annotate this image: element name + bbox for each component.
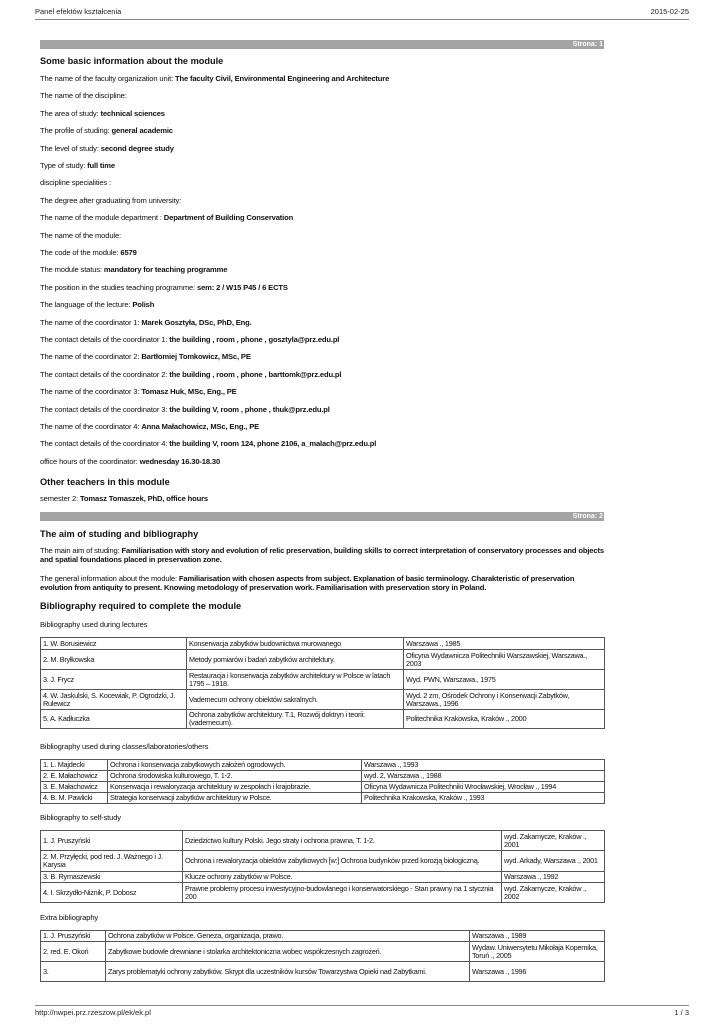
info-line-label: The profile of studing: (40, 126, 112, 136)
table-row (41, 831, 605, 851)
extra-table (40, 930, 605, 982)
info-line-value: technical sciences (100, 108, 165, 118)
bib-publisher-cell: wyd. 2, Warszawa ., 1988 (362, 771, 605, 782)
info-line (40, 109, 606, 118)
bib-author-cell: 3. B. Rymaszewski (41, 872, 183, 883)
info-line (40, 335, 606, 344)
info-line-label: The name of the coordinator 1: (40, 317, 142, 327)
info-line (40, 422, 606, 431)
bib-title-cell: Ochrona i rewaloryzacja obiektów zabytkowych [w:] Ochrona budynków przed korozją biologiczną. (183, 851, 502, 872)
bib-author-cell: 4. B. M. Pawlicki (41, 793, 108, 804)
bib-author-cell: 1. W. Borusiewicz (41, 638, 187, 650)
info-line-value: the building , room , phone , gosztyla@prz.edu.pl (169, 335, 340, 344)
bib-publisher-cell: Wyd. PWN, Warszawa., 1975 (404, 670, 605, 690)
info-line (40, 457, 606, 466)
bib-title-cell: Ochrona zabytków architektury. T.1, Rozwój doktryn i teorii: (vademecum). (187, 710, 404, 729)
info-line-value: sem: 2 / W15 P45 / 6 ECTS (197, 282, 288, 292)
info-line-label: The position in the studies teaching programme: (40, 282, 198, 292)
bib-title-cell: Konserwacja zabytków budownictwa murowanego (187, 638, 404, 650)
bib-publisher-cell: Warszawa ., 1993 (362, 760, 605, 771)
bib-publisher-cell: Wydaw. Uniwersytetu Mikołaja Kopernika, Toruń ., 2005 (470, 942, 605, 962)
info-line (40, 405, 606, 414)
info-line-label: The name of the module: (40, 230, 121, 240)
info-line (40, 265, 606, 274)
bib-publisher-cell: Oficyna Wydawnicza Politechniki Wrocławskiej, Wrocław ., 1994 (362, 782, 605, 793)
info-line (40, 196, 606, 205)
info-line (40, 178, 606, 187)
footer-divider (35, 1005, 689, 1006)
info-line-label: Type of study: (40, 161, 88, 170)
page-header-title: Panel efektów kształcenia (35, 7, 122, 16)
self-study-table (40, 830, 605, 903)
bib-author-cell: 2. M. Przyłęcki, pod red. J. Ważnego i J. Karysia (41, 851, 183, 872)
info-line-value: Anna Małachowicz, MSc, Eng., PE (141, 422, 260, 431)
table-row (41, 931, 605, 942)
table-row (41, 771, 605, 782)
bib-title-cell: Konserwacja i rewaloryzacja architektury w zespołach i krajobrazie. (108, 782, 362, 793)
info-line (40, 439, 606, 448)
info-line-value: the building , room , phone , barttomk@prz.edu.pl (169, 369, 342, 379)
page-bar-label: Strona: 2 (572, 513, 603, 520)
info-line (40, 126, 606, 135)
bib-publisher-cell: wyd. Arkady, Warszawa ., 2001 (502, 851, 605, 872)
info-line-label: The name of the coordinator 3: (40, 387, 142, 397)
bib-author-cell: 2. M. Bryłkowska (41, 650, 187, 670)
info-line-label: The name of the coordinator 4: (40, 422, 142, 431)
table-row (41, 650, 605, 670)
aim-main-value: Familiarisation with story and evolution of relic preservation, building skills to correct interpretation of conservatory processes and objects and spatial foundations placed in preservation zone. (40, 546, 604, 565)
aim-general-label: The general information about the module: (40, 574, 179, 583)
info-line (40, 318, 606, 327)
other-teachers-value: Tomasz Tomaszek, PhD, office hours (79, 494, 208, 503)
bib-author-cell: 2. E. Małachowicz (41, 771, 108, 782)
table-row (41, 942, 605, 962)
info-line-value: Marek Gosztyła, DSc, PhD, Eng. (141, 317, 252, 327)
page-bar-2 (40, 512, 604, 521)
bib-publisher-cell: Oficyna Wydawnicza Politechniki Warszawskiej, Warszawa., 2003 (404, 650, 605, 670)
table-row (41, 710, 605, 729)
aim-main-paragraph (40, 546, 606, 565)
table-row (41, 872, 605, 883)
info-line (40, 283, 606, 292)
bib-author-cell: 4. I. Skrzydło-Niżnik, P. Dobosz (41, 883, 183, 903)
info-line-value: Polish (132, 300, 155, 310)
aim-general-value: Familiarisation with chosen aspects from subject. Explanation of basic terminology. Charakteristic of preservation evolution from antiquity to present. Knowing metodology of preservation work. Familiarisation with preservation story in Poland. (40, 574, 575, 593)
bib-author-cell: 2. red. E. Okoń (41, 942, 106, 962)
info-line-value: 6579 (120, 248, 137, 257)
bib-title-cell: Metody pomiarów i badań zabytków architektury. (187, 650, 404, 670)
bib-publisher-cell: wyd. Zakamycze, Kraków ., 2001 (502, 831, 605, 851)
info-line-value: the building V, room , phone , thuk@prz.edu.pl (169, 404, 330, 414)
info-line (40, 300, 606, 309)
bib-title-cell: Ochrona środowiska kulturowego, T. 1-2. (108, 771, 362, 782)
info-line-label: The contact details of the coordinator 3: (40, 404, 170, 414)
info-line-label: The name of the coordinator 2: (40, 352, 142, 362)
aim-main-label: The main aim of studing: (40, 546, 122, 555)
bib-title-cell: Prawne problemy procesu inwestycyjno-budowlanego i konserwatorskiego - Stan prawny na 1 stycznia 200 (183, 883, 502, 903)
table-row (41, 851, 605, 872)
bib-title-cell: Zabytkowe budowle drewniane i stolarka architektoniczna wobec współczesnych zagrożeń. (106, 942, 470, 962)
info-line-label: The name of the discipline: (40, 91, 127, 101)
info-line (40, 144, 606, 153)
info-line-value: Bartłomiej Tomkowicz, MSc, PE (141, 352, 251, 362)
info-line-value: Department of Building Conservation (163, 213, 294, 223)
bib-title-cell: Ochrona i konserwacja zabytkowych założeń ogrodowych. (108, 760, 362, 771)
info-line-label: The language of the lecture: (40, 300, 133, 310)
bib-publisher-cell: Warszawa ., 1985 (404, 638, 605, 650)
section-title-bibliography: Bibliography required to complete the module (40, 601, 242, 611)
bib-publisher-cell: Warszawa ., 1989 (470, 931, 605, 942)
bib-author-cell: 3. J. Frycz (41, 670, 187, 690)
info-line (40, 74, 606, 83)
info-line (40, 387, 606, 396)
info-line (40, 370, 606, 379)
bib-author-cell: 3. E. Małachowicz (41, 782, 108, 793)
extra-caption: Extra bibliography (40, 913, 99, 922)
bib-title-cell: Strategia konserwacji zabytków architektury w Polsce. (108, 793, 362, 804)
footer-page-number: 1 / 3 (674, 1008, 689, 1017)
bib-title-cell: Vademecum ochrony obiektów sakralnych. (187, 690, 404, 710)
bib-author-cell: 3. (41, 962, 106, 982)
info-line-label: The module status: (40, 265, 104, 275)
bib-publisher-cell: wyd. Zakamycze, Kraków ., 2002 (502, 883, 605, 903)
bib-publisher-cell: Politechnika Krakowska, Kraków ., 1993 (362, 793, 605, 804)
bib-publisher-cell: Politechnika Krakowska, Kraków ., 2000 (404, 710, 605, 729)
other-teachers-line (40, 494, 606, 503)
info-line-label: The level of study: (40, 143, 101, 153)
info-line-value: wednesday 16.30-18.30 (139, 456, 221, 466)
table-row (41, 782, 605, 793)
info-line (40, 352, 606, 361)
info-line-label: The name of the faculty organization unit: (40, 74, 175, 83)
bib-title-cell: Zarys problematyki ochrony zabytków. Skrypt dla uczestników kursów Towarzystwa Opieki nad Zabytkami. (106, 962, 470, 982)
info-line (40, 161, 606, 170)
bib-title-cell: Ochrona zabytków w Polsce. Geneza, organizacja, prawo. (106, 931, 470, 942)
page-bar-1 (40, 40, 604, 49)
aim-general-paragraph (40, 574, 606, 593)
info-line-label: The degree after graduating from university: (40, 195, 182, 205)
bib-title-cell: Klucze ochrony zabytków w Polsce. (183, 872, 502, 883)
info-line-label: The contact details of the coordinator 4: (40, 439, 170, 449)
info-line-label: The area of study: (40, 108, 101, 118)
bib-publisher-cell: Wyd. 2 zm, Ośrodek Ochrony i Konserwacji Zabytków, Warszawa., 1996 (404, 690, 605, 710)
info-line (40, 248, 606, 257)
info-line (40, 231, 606, 240)
bib-publisher-cell: Warszawa ., 1996 (470, 962, 605, 982)
info-line-value: full time (87, 161, 115, 170)
table-row (41, 883, 605, 903)
bib-author-cell: 1. J. Pruszyński (41, 831, 183, 851)
page-bar-label: Strona: 1 (572, 41, 603, 48)
info-line-value: the building V, room 124, phone 2106, a_malach@prz.edu.pl (169, 439, 377, 449)
bib-title-cell: Restauracja i konserwacja zabytków architektury w Polsce w latach 1795 – 1918. (187, 670, 404, 690)
table-row (41, 638, 605, 650)
classes-caption: Bibliography used during classes/laboratories/others (40, 742, 209, 751)
footer-url: http://nwpei.prz.rzeszow.pl/ek/ek.pl (35, 1008, 151, 1017)
section-title-other-teachers: Other teachers in this module (40, 477, 170, 487)
bib-author-cell: 4. W. Jaskulski, S. Kocewiak, P. Ogrodzki, J. Rulewicz (41, 690, 187, 710)
info-line-label: The code of the module: (40, 248, 121, 257)
info-line-value: general academic (111, 126, 173, 136)
lectures-table (40, 637, 605, 729)
info-line-label: The contact details of the coordinator 2: (40, 369, 170, 379)
bib-author-cell: 1. J. Pruszyński (41, 931, 106, 942)
bib-title-cell: Dziedzictwo kultury Polski. Jego straty i ochrona prawna, T. 1-2. (183, 831, 502, 851)
header-divider (35, 19, 689, 20)
info-line-label: office hours of the coordinator: (40, 456, 140, 466)
page-header-date: 2015-02-25 (650, 7, 689, 16)
section-title-basic-info: Some basic information about the module (40, 56, 224, 66)
table-row (41, 962, 605, 982)
table-row (41, 670, 605, 690)
bib-author-cell: 5. A. Kadłuczka (41, 710, 187, 729)
info-line (40, 213, 606, 222)
info-line-value: The faculty Civil, Environmental Engineering and Architecture (174, 74, 390, 83)
table-row (41, 793, 605, 804)
self-study-caption: Bibliography to self-study (40, 813, 121, 822)
other-teachers-label: semester 2: (40, 494, 80, 503)
info-line-value: mandatory for teaching programme (103, 265, 228, 275)
classes-table (40, 759, 605, 804)
info-line-label: discipline specialities : (40, 178, 111, 188)
info-line-label: The name of the module department : (40, 213, 164, 223)
table-row (41, 760, 605, 771)
info-line (40, 91, 606, 100)
section-title-aim: The aim of studing and bibliography (40, 529, 199, 539)
info-line-value: second degree study (100, 143, 174, 153)
info-line-label: The contact details of the coordinator 1: (40, 335, 170, 344)
bib-publisher-cell: Warszawa ., 1992 (502, 872, 605, 883)
bib-author-cell: 1. L. Majdecki (41, 760, 108, 771)
info-line-value: Tomasz Huk, MSc, Eng., PE (141, 387, 237, 397)
table-row (41, 690, 605, 710)
lectures-caption: Bibliography used during lectures (40, 620, 148, 629)
